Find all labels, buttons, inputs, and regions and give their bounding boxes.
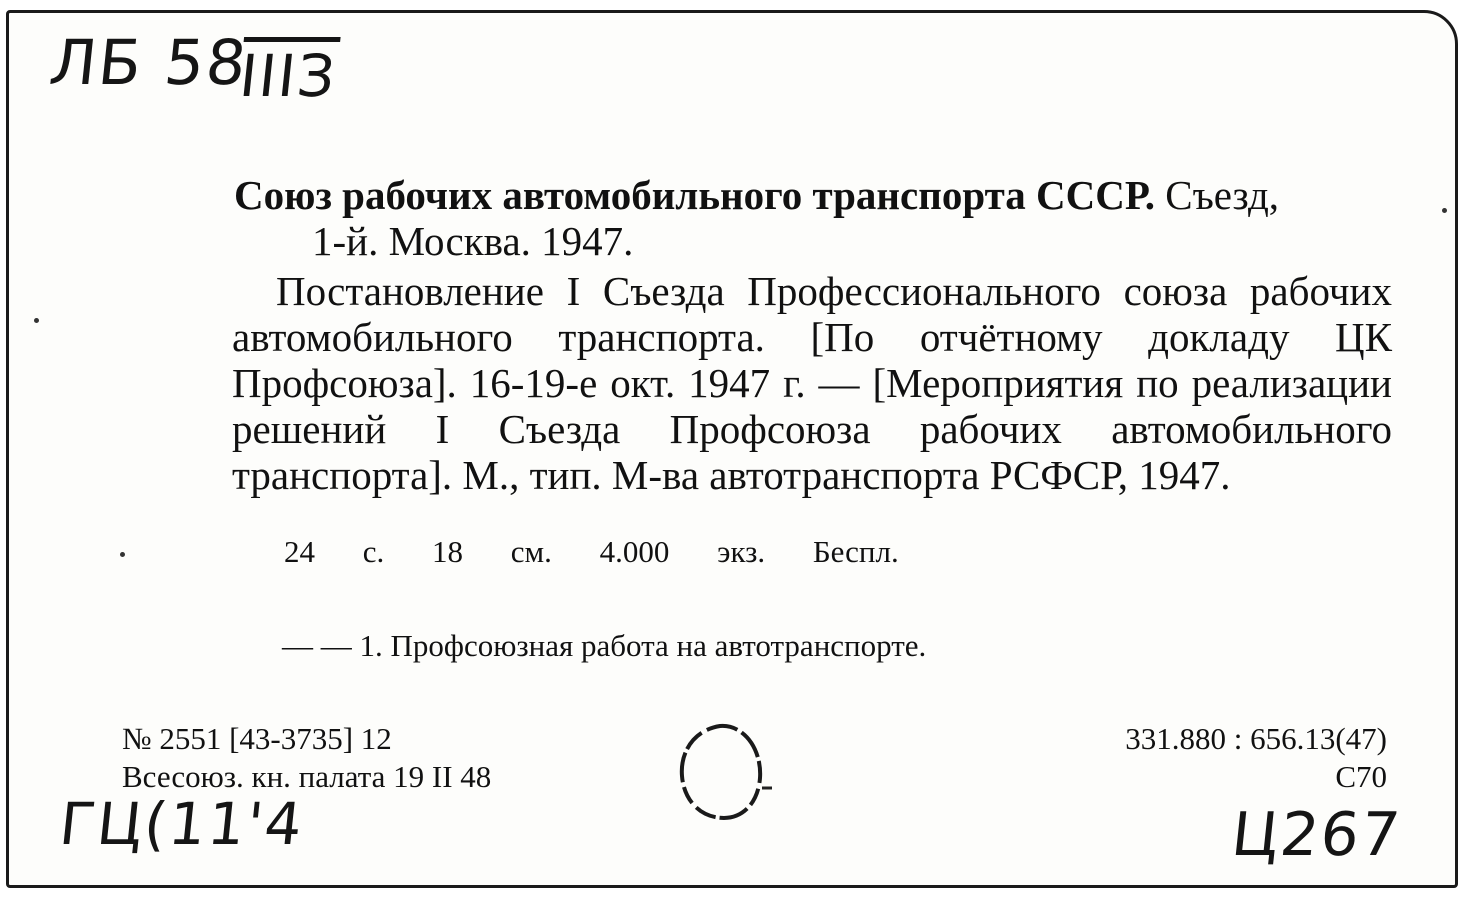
handwritten-shelf-code: ЛБ 58 (46, 26, 252, 99)
card-number: № 2551 [43-3735] 12 (122, 721, 392, 756)
description-block (232, 268, 1392, 498)
handwritten-inventory-number: Ц267 (1228, 800, 1405, 870)
card-heading (234, 172, 1414, 264)
description-text: Постановление I Съезда Профессионального союза рабочих автомобильного транспорта. [По отчётному докладу ЦК Профсоюза]. 16-19-е окт. 1947 г. — [Мероприятия по реализации решений I Съезда Профсоюза рабочих автомобильного транспорта]. М., тип. М-ва автотранспорта РСФСР, 1947. (232, 268, 1392, 498)
heading-line2: 1-й. Москва. 1947. (312, 218, 634, 264)
classification-block (1125, 720, 1387, 796)
heading-event: Съезд, (1165, 172, 1280, 218)
card-number-block (122, 720, 491, 796)
chamber-date: Всесоюз. кн. палата 19 II 48 (122, 759, 492, 794)
subject-heading: — — 1. Профсоюзная работа на автотранспорте. (282, 628, 927, 663)
speck (1442, 208, 1447, 213)
collation-line: 24 с. 18 см. 4.000 экз. Беспл. (284, 534, 899, 569)
punch-hole-stamp-icon (672, 720, 772, 832)
heading-author: Союз рабочих автомобильного транспорта СССР. (234, 172, 1155, 218)
handwritten-bottom-code: ГЦ(11'4 (56, 790, 308, 858)
author-mark: С70 (1335, 759, 1387, 794)
speck (34, 318, 39, 323)
handwritten-shelf-code-2: ІІІЗ (236, 42, 341, 110)
udc-index: 331.880 : 656.13(47) (1125, 721, 1387, 756)
speck (120, 552, 125, 557)
